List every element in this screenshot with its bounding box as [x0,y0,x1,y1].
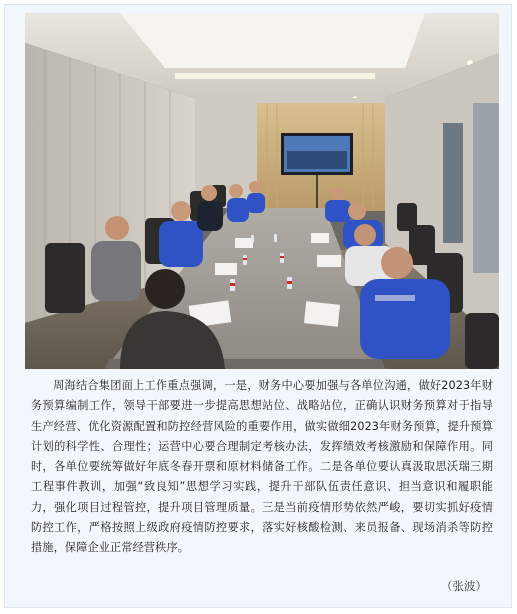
article-card [4,4,512,608]
article-text: 周海结合集团面上工作重点强调，一是，财务中心要加强与各单位沟通，做好2023年财务预算编制工作，领导干部要进一步提高思想站位、战略站位，正确认识财务预算对于指导生产经营、优化资源配置和防控经营风险的重要作用，做实做细2023年财务预算，提升预算计划的科学性、合理性；运营中心要合理制定考核办法，发挥绩效考核激励和保障作用。同时，各单位要统筹做好年底冬春开票和原材料储备工作。二是各单位要认真汲取思沃瑞三期工程事件教训，加强“致良知”思想学习实践，提升干部队伍责任意识、担当意识和履职能力，强化项目过程管控，提升项目管理质量。三是当前疫情形势依然严峻，要切实抓好疫情防控工作，严格按照上级政府疫情防控要求，落实好核酸检测、来员报备、现场消杀等防控措施，保障企业正常经营秩序。 [31,379,493,555]
author-credit: （张波） [441,579,487,593]
meeting-photo [25,13,499,369]
article-body [31,376,493,559]
meeting-room-illustration [25,13,499,369]
